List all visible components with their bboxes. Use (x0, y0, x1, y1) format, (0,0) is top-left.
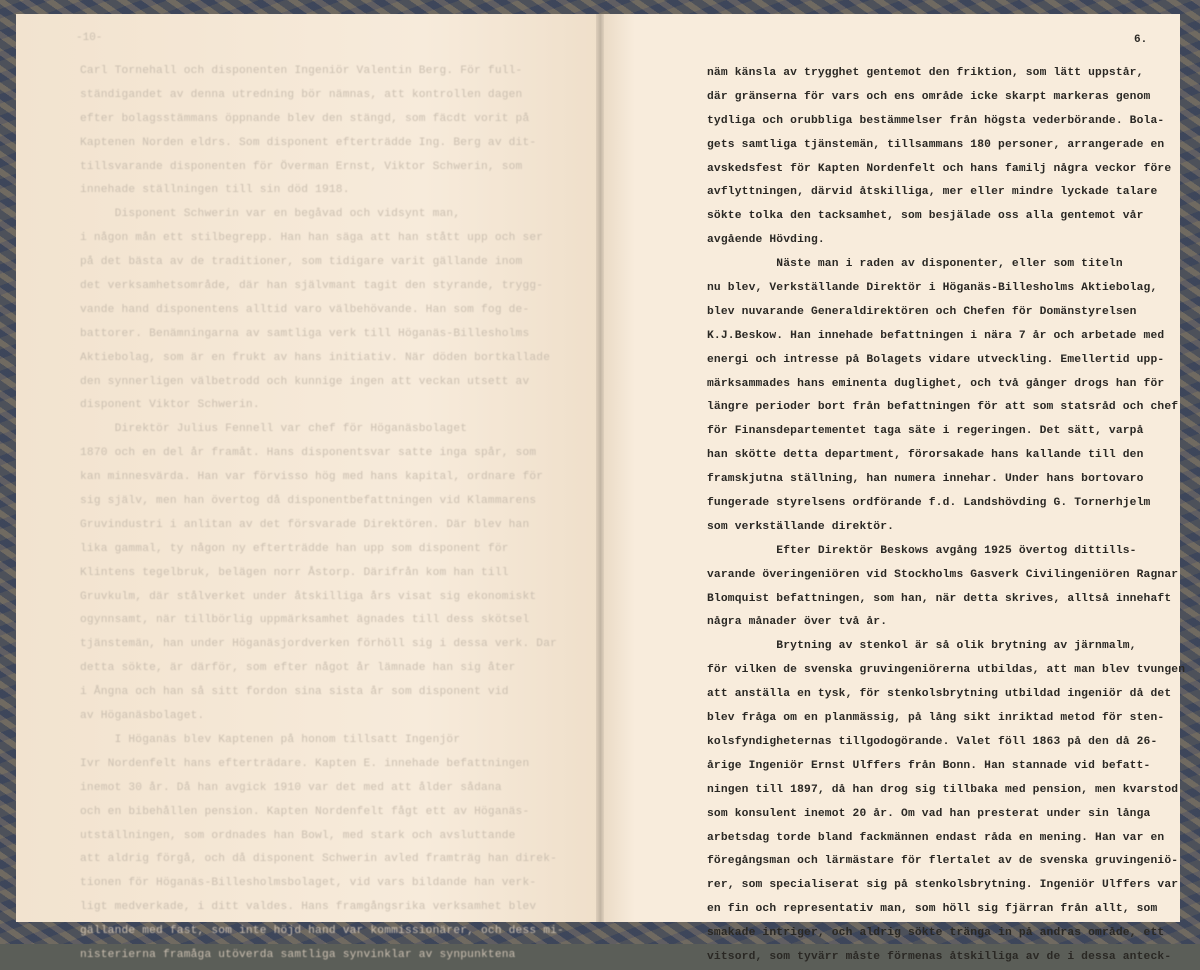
left-text-line: Ivr Nordenfelt hans efterträdare. Kapten E. innehade befattningen (80, 757, 530, 770)
right-text-line: vitsord, som tyvärr måste förmenas åtskilliga av de i dessa anteck- (707, 950, 1172, 963)
right-text-line: gets samtliga tjänstemän, tillsammans 180 personer, arrangerade en (707, 138, 1165, 151)
right-text-line: blev fråga om en planmässig, på lång sikt inriktad metod för sten- (707, 712, 1165, 725)
left-text-line: utställningen, som ordnades han Bowl, med stark och avsluttande (80, 829, 516, 842)
left-text-line: inemot 30 år. Då han avgick 1910 var det med att ålder sådana (80, 781, 502, 794)
left-text-line: disponent Viktor Schwerin. (80, 399, 260, 412)
left-text-line: lika gammal, ty någon ny efterträdde han upp som disponent för (80, 542, 509, 555)
right-text-line: att anställa en tysk, för stenkolsbrytning utbildad ingeniör då det (707, 688, 1172, 701)
right-text-line: arbetsdag torde bland fackmännen endast råda en mening. Han var en (707, 831, 1165, 844)
left-text-line: efter bolagsstämmans öppnande blev den stängd, som fäcdt vorit på (80, 112, 530, 125)
left-text-line: Kaptenen Norden eldrs. Som disponent efterträdde Ing. Berg av dit- (80, 136, 537, 149)
left-text-line: gällande med fast, som inte höjd hand var kommissionärer, och dess mi- (80, 925, 564, 938)
right-text-line: varande överingeniören vid Stockholms Gasverk Civilingeniören Ragnar (707, 568, 1179, 581)
right-text-line: rer, som specialiserat sig på stenkolsbrytning. Ingeniör Ulffers var (707, 879, 1179, 892)
right-text-line: ningen till 1897, då han drog sig tillbaka med pension, men kvarstod (707, 783, 1179, 796)
left-text-line: i någon mån ett stilbegrepp. Han han säga att han stått upp och ser (80, 232, 544, 245)
left-text-line: den synnerligen välbetrodd och kunnige ingen att veckan utsett av (80, 375, 530, 388)
left-text-line: nisterierna framåga utöverda samtliga synvinklar av synpunktena (80, 948, 516, 961)
left-text-line: det verksamhetsområde, där han självmant tagit den styrande, trygg- (80, 280, 544, 293)
left-text-line: kan minnesvärda. Han var förvisso hög med hans kapital, ordnare för (80, 471, 544, 484)
left-text-line: av Höganäsbolaget. (80, 710, 205, 723)
right-text-line: sökte tolka den tacksamhet, som besjälade oss alla gentemot vår (707, 210, 1144, 223)
left-text-line: Direktör Julius Fennell var chef för Höganäsbolaget (80, 423, 468, 436)
right-text-line: blev nuvarande Generaldirektören och Chefen för Domänstyrelsen (707, 305, 1137, 318)
left-text-line: tionen för Höganäs-Billesholmsbolaget, vid vars bildande han verk- (80, 877, 537, 890)
right-text-line: årige Ingeniör Ernst Ulffers från Bonn. Han stannade vid befatt- (707, 759, 1151, 772)
right-text-line: där gränserna för vars och ens område icke skarpt markeras genom (707, 90, 1151, 103)
left-text-line: Klintens tegelbruk, belägen norr Åstorp. Därifrån kom han till (80, 566, 509, 579)
right-text-line: avskedsfest för Kapten Nordenfelt och hans familj några veckor före (707, 162, 1172, 175)
left-text-line: ligt medverkade, i ditt valdes. Hans framgångsrika verksamhet blev (80, 901, 537, 914)
right-text-line: längre perioder bort från befattningen för att som statsråd och chef (707, 401, 1179, 414)
right-text-line: som verkställande direktör. (707, 520, 895, 533)
left-text-line: I Höganäs blev Kaptenen på honom tillsatt Ingenjör (80, 733, 461, 746)
right-text-line: Efter Direktör Beskows avgång 1925 övertog dittills- (707, 544, 1137, 557)
left-text-line: vande hand disponentens alltid varo välbehövande. Han som fog de- (80, 303, 530, 316)
left-text-line: Gruvindustri i anlitan av det försvarade Direktören. Där blev han (80, 518, 530, 531)
right-text-line: Blomquist befattningen, som han, när detta skrives, alltså innehaft (707, 592, 1172, 605)
right-text-line: en fin och representativ man, som höll sig fjärran från allt, som (707, 903, 1158, 916)
left-text-line: ständigandet av denna utredning bör nämnas, att kontrollen dagen (80, 88, 523, 101)
left-text-line: att aldrig förgå, och då disponent Schwerin avled framträg han direk- (80, 853, 558, 866)
left-text-line: 1870 och en del år framåt. Hans disponentsvar satte inga spår, som (80, 447, 537, 460)
left-text-line: Aktiebolag, som är en frukt av hans initiativ. När döden bortkallade (80, 351, 551, 364)
right-text-line: han skötte detta department, förorsakade hans kallande till den (707, 449, 1144, 462)
left-text-line: Disponent Schwerin var en begåvad och vidsynt man, (80, 208, 461, 221)
right-text-line: några månader över två år. (707, 616, 888, 629)
right-text-line: fungerade styrelsens ordförande f.d. Landshövding G. Tornerhjelm (707, 497, 1151, 510)
left-text-line: innehade ställningen till sin död 1918. (80, 184, 350, 197)
left-text-line: Carl Tornehall och disponenten Ingeniör Valentin Berg. För full- (80, 65, 523, 77)
left-text-line: sig själv, men han övertog då disponentbefattningen vid Klammarens (80, 495, 537, 508)
right-text-line: nu blev, Verkställande Direktör i Höganäs-Billesholms Aktiebolag, (707, 282, 1158, 295)
right-text-line: märksammades hans eminenta duglighet, och två gånger drogs han för (707, 377, 1165, 390)
right-text-line: avgående Hövding. (707, 234, 825, 247)
right-text-line: för Finansdepartementet taga säte i regeringen. Det sätt, varpå (707, 425, 1144, 438)
right-text-line: Brytning av stenkol är så olik brytning av järnmalm, (707, 640, 1137, 653)
left-page-text (80, 60, 600, 968)
right-text-line: avflyttningen, därvid åtskilliga, mer eller mindre lyckade talare (707, 186, 1158, 199)
right-text-line: som konsulent inemot 20 år. Om vad han presterat under sin långa (707, 807, 1151, 820)
left-text-line: tjänstemän, han under Höganäsjordverken förhöll sig i dessa verk. Dar (80, 638, 558, 651)
left-text-line: och en bibehållen pension. Kapten Nordenfelt fågt ett av Höganäs- (80, 805, 530, 818)
left-text-line: Gruvkulm, där stålverket under åtskilliga års visat sig ekonomiskt (80, 590, 537, 603)
right-page-number: 6. (1134, 34, 1148, 46)
right-text-line: smakade intriger, och aldrig sökte tränga in på andras område, ett (707, 927, 1165, 940)
right-text-line: kolsfyndigheternas tillgodogörande. Valet föll 1863 på den då 26- (707, 735, 1158, 748)
right-page-text (707, 62, 1186, 970)
left-text-line: ogynnsamt, när tillbörlig uppmärksamhet ägnades till dess skötsel (80, 614, 530, 627)
right-text-line: föregångsman och lärmästare för flertalet av de svenska gruvingeniö- (707, 855, 1179, 868)
right-text-line: K.J.Beskow. Han innehade befattningen i nära 7 år och arbetade med (707, 329, 1165, 342)
right-text-line: näm känsla av trygghet gentemot den friktion, som lätt uppstår, (707, 67, 1144, 79)
left-text-line: detta sökte, är därför, som efter något år lämnade han sig åter (80, 662, 516, 675)
left-text-line: tillsvarande disponenten för Överman Ernst, Viktor Schwerin, som (80, 160, 523, 173)
left-text-line: på det bästa av de traditioner, som tidigare varit gällande inom (80, 256, 523, 269)
right-text-line: för vilken de svenska gruvingeniörerna utbildas, att man blev tvungen (707, 664, 1186, 677)
left-page-number: -10- (76, 32, 103, 44)
right-text-line: Näste man i raden av disponenter, eller som titeln (707, 258, 1123, 271)
left-text-line: battorer. Benämningarna av samtliga verk till Höganäs-Billesholms (80, 327, 530, 340)
right-text-line: energi och intresse på Bolagets vidare utveckling. Emellertid upp- (707, 353, 1165, 366)
left-text-line: i Ångna och han så sitt fordon sina sista år som disponent vid (80, 686, 509, 699)
right-text-line: tydliga och orubbliga bestämmelser från högsta vederbörande. Bola- (707, 114, 1165, 127)
right-text-line: framskjutna ställning, han numera innehar. Under hans bortovaro (707, 473, 1144, 486)
